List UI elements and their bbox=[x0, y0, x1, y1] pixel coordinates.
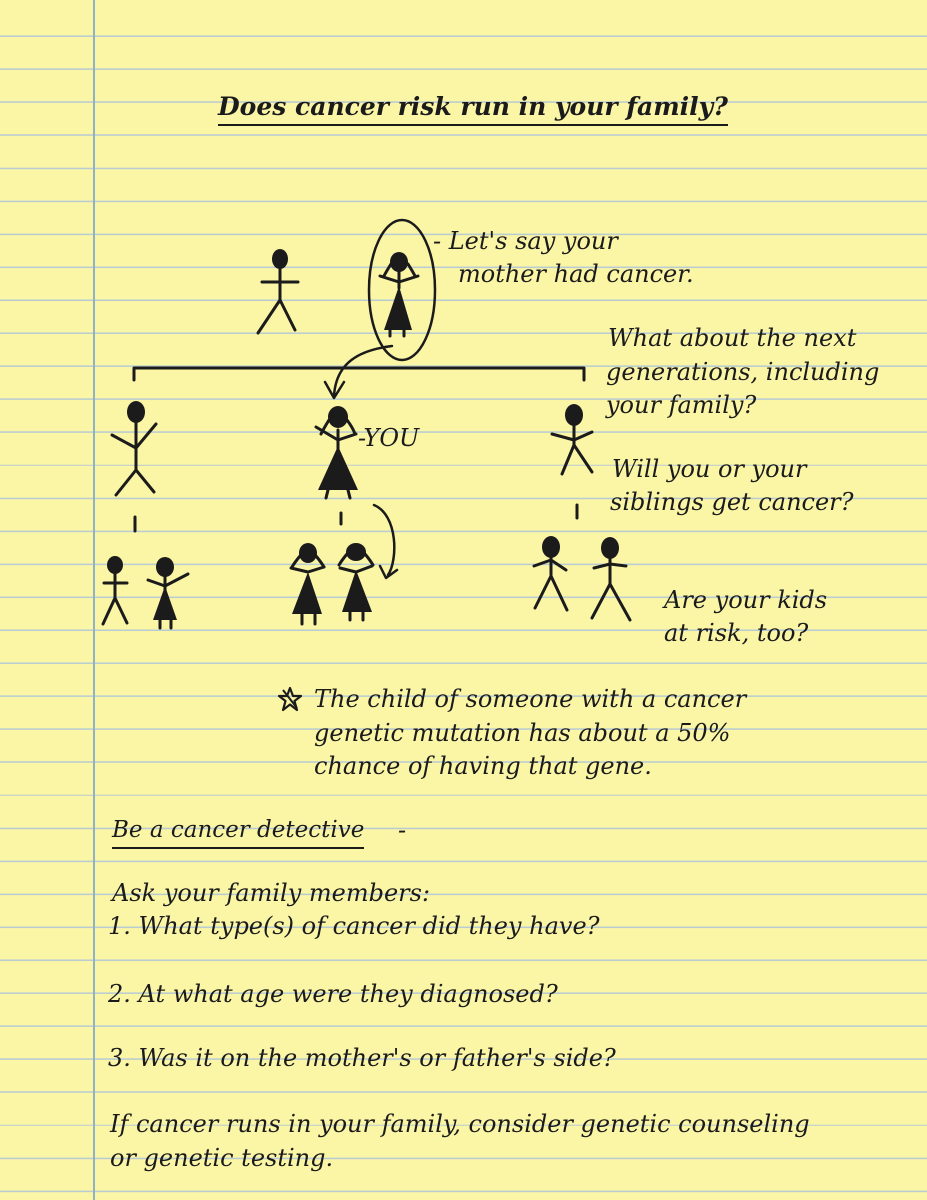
sibling-left-figure bbox=[112, 401, 156, 495]
right-kid-figure-1 bbox=[534, 536, 567, 610]
note-line-1: The child of someone with a cancer bbox=[314, 685, 747, 713]
kids-question-line-1: Are your kids bbox=[664, 586, 828, 614]
star-icon bbox=[277, 686, 303, 712]
generation-connector bbox=[134, 368, 584, 380]
note-line-3: chance of having that gene. bbox=[314, 752, 652, 780]
sibling-right-figure bbox=[552, 404, 592, 474]
section-heading: Be a cancer detective bbox=[112, 814, 364, 849]
nephew-figure bbox=[103, 556, 127, 624]
advice-line-1: If cancer runs in your family, consider genetic counseling bbox=[110, 1110, 810, 1138]
mother-figure bbox=[380, 252, 418, 336]
niece-figure bbox=[148, 557, 188, 628]
kids-question-line-2: at risk, too? bbox=[664, 619, 809, 647]
siblings-question-line-1: Will you or your bbox=[612, 455, 807, 483]
advice-line-2: or genetic testing. bbox=[110, 1144, 334, 1172]
next-generations-line-1: What about the next bbox=[608, 324, 857, 352]
mother-note-line-2: mother had cancer. bbox=[458, 260, 694, 288]
section-heading-dash: - bbox=[398, 816, 407, 844]
ask-intro: Ask your family members: bbox=[112, 879, 431, 907]
daughter-figure-2 bbox=[339, 543, 373, 620]
question-3: 3. Was it on the mother's or father's side? bbox=[108, 1044, 616, 1072]
mother-highlight-circle bbox=[369, 220, 435, 360]
question-1: 1. What type(s) of cancer did they have? bbox=[108, 912, 600, 940]
grandfather-figure bbox=[258, 249, 298, 333]
mother-to-you-arrow bbox=[334, 346, 392, 396]
right-kid-figure-2 bbox=[592, 537, 630, 620]
you-figure bbox=[316, 406, 358, 498]
siblings-question-line-2: siblings get cancer? bbox=[610, 488, 854, 516]
you-to-kids-arrow bbox=[374, 505, 394, 575]
daughter-figure-1 bbox=[291, 543, 324, 624]
mother-note-line-1: - Let's say your bbox=[433, 227, 618, 255]
page-title: Does cancer risk run in your family? bbox=[218, 90, 728, 126]
next-generations-line-3: your family? bbox=[606, 391, 757, 419]
next-generations-line-2: generations, including bbox=[606, 358, 880, 386]
note-line-2: genetic mutation has about a 50% bbox=[314, 719, 731, 747]
you-label: -YOU bbox=[358, 424, 420, 452]
question-2: 2. At what age were they diagnosed? bbox=[108, 980, 558, 1008]
